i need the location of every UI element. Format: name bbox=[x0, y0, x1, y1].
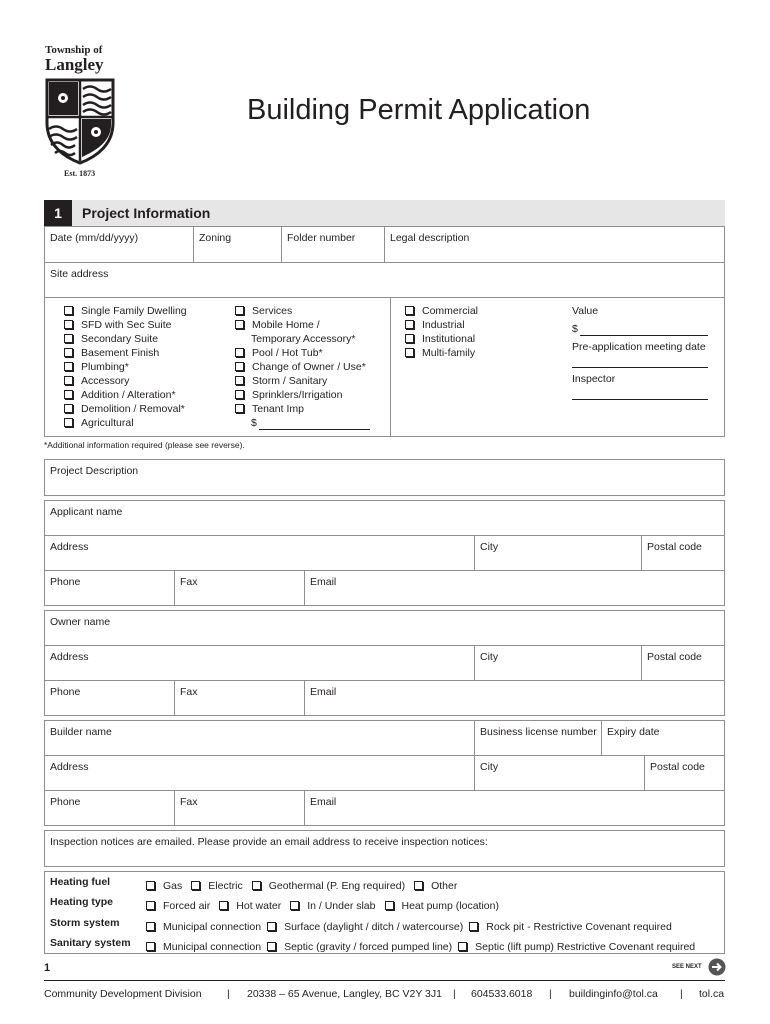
option-label: Change of Owner / Use* bbox=[252, 361, 366, 373]
option-label: Multi-family bbox=[422, 347, 476, 359]
applicant-city-cell bbox=[474, 535, 642, 571]
sanitary-system-label: Sanitary system bbox=[50, 937, 131, 949]
option-label: Septic (lift pump) Restrictive Covenant required bbox=[475, 941, 696, 953]
legal-input[interactable] bbox=[385, 245, 724, 262]
option-label: Mobile Home / bbox=[252, 319, 320, 331]
builder-address-cell bbox=[44, 755, 475, 791]
checkbox[interactable] bbox=[469, 922, 478, 931]
builder-name-label: Builder name bbox=[50, 726, 112, 738]
owner-name-input[interactable] bbox=[45, 629, 724, 645]
shield-crest-icon bbox=[44, 77, 116, 165]
applicant-fax-input[interactable] bbox=[175, 589, 304, 605]
section-title: Project Information bbox=[82, 205, 211, 221]
owner-fax-input[interactable] bbox=[175, 699, 304, 715]
option-label: Hot water bbox=[236, 900, 282, 912]
checkbox[interactable] bbox=[267, 942, 276, 951]
inspection-notice-label: Inspection notices are emailed. Please provide an email address to receive inspection notices: bbox=[50, 836, 488, 848]
option-label: Addition / Alteration* bbox=[81, 389, 176, 401]
owner-city-input[interactable] bbox=[475, 664, 641, 680]
builder-license-label: Business license number bbox=[480, 726, 597, 738]
option-label: Municipal connection bbox=[163, 921, 262, 933]
option-label: Rock pit - Restrictive Covenant required bbox=[486, 921, 672, 933]
logo-line2: Langley bbox=[45, 55, 104, 74]
checkbox[interactable] bbox=[235, 362, 244, 371]
checkbox[interactable] bbox=[235, 376, 244, 385]
value-line[interactable] bbox=[580, 335, 708, 336]
footnote: *Additional information required (please see reverse). bbox=[44, 440, 245, 450]
builder-city-label: City bbox=[480, 761, 499, 773]
preapp-label: Pre-application meeting date bbox=[572, 341, 706, 353]
checkbox[interactable] bbox=[64, 348, 73, 357]
owner-city-label: City bbox=[480, 651, 499, 663]
applicant-city-input[interactable] bbox=[475, 554, 641, 570]
applicant-phone-label: Phone bbox=[50, 576, 81, 588]
sanitary-system-options bbox=[146, 937, 695, 955]
date-input[interactable] bbox=[45, 245, 193, 262]
project-description-input[interactable] bbox=[45, 478, 724, 495]
project-description-label: Project Description bbox=[50, 465, 139, 477]
footer-separator: | bbox=[680, 988, 683, 1000]
date-cell bbox=[44, 226, 194, 263]
option-label: Tenant Imp bbox=[252, 403, 304, 415]
owner-city-cell bbox=[474, 645, 642, 681]
builder-city-cell bbox=[474, 755, 645, 791]
option-label: Basement Finish bbox=[81, 347, 160, 359]
option-label: Pool / Hot Tub* bbox=[252, 347, 323, 359]
builder-fax-input[interactable] bbox=[175, 809, 304, 825]
option-label: Septic (gravity / forced pumped line) bbox=[284, 941, 453, 953]
logo-line1: Township of bbox=[45, 44, 103, 56]
preapp-line[interactable] bbox=[572, 367, 708, 368]
option-label: Municipal connection bbox=[163, 941, 262, 953]
zoning-input[interactable] bbox=[194, 245, 281, 262]
checkbox[interactable] bbox=[235, 348, 244, 357]
owner-phone-input[interactable] bbox=[45, 699, 174, 715]
checkbox[interactable] bbox=[64, 390, 73, 399]
builder-email-label: Email bbox=[310, 796, 337, 808]
checkbox[interactable] bbox=[235, 320, 244, 329]
option-label: Forced air bbox=[163, 900, 211, 912]
builder-email-cell bbox=[304, 790, 725, 826]
checkbox[interactable] bbox=[64, 376, 73, 385]
applicant-city-label: City bbox=[480, 541, 499, 553]
applicant-name-input[interactable] bbox=[45, 519, 724, 535]
option-label: In / Under slab bbox=[307, 900, 376, 912]
checkbox[interactable] bbox=[414, 881, 423, 890]
owner-postal-input[interactable] bbox=[642, 664, 724, 680]
footer-separator: | bbox=[227, 988, 230, 1000]
checkbox[interactable] bbox=[64, 320, 73, 329]
checkbox[interactable] bbox=[219, 901, 228, 910]
option-label: Surface (daylight / ditch / watercourse) bbox=[284, 921, 464, 933]
legal-cell bbox=[384, 226, 725, 263]
project-description-cell bbox=[44, 459, 725, 496]
checkbox[interactable] bbox=[405, 306, 414, 315]
site-address-label: Site address bbox=[50, 268, 109, 280]
owner-address-cell bbox=[44, 645, 475, 681]
checkbox[interactable] bbox=[64, 306, 73, 315]
applicant-postal-label: Postal code bbox=[647, 541, 702, 553]
inspector-label: Inspector bbox=[572, 373, 616, 385]
builder-name-input[interactable] bbox=[45, 739, 474, 755]
folder-input[interactable] bbox=[282, 245, 384, 262]
heating-type-label: Heating type bbox=[50, 896, 114, 908]
option-label: Institutional bbox=[422, 333, 476, 345]
checkbox[interactable] bbox=[146, 881, 155, 890]
footer-phone: 604533.6018 bbox=[471, 988, 533, 1000]
footer-web[interactable]: tol.ca bbox=[699, 988, 725, 1000]
applicant-postal-input[interactable] bbox=[642, 554, 724, 570]
builder-expiry-label: Expiry date bbox=[607, 726, 660, 738]
builder-fax-cell bbox=[174, 790, 305, 826]
folder-cell bbox=[281, 226, 385, 263]
applicant-email-cell bbox=[304, 570, 725, 606]
builder-email-input[interactable] bbox=[305, 809, 724, 825]
page-title: Building Permit Application bbox=[247, 94, 591, 126]
option-label: Plumbing* bbox=[81, 361, 129, 373]
checkbox[interactable] bbox=[405, 334, 414, 343]
owner-fax-cell bbox=[174, 680, 305, 716]
option-label: Other bbox=[431, 880, 458, 892]
footer-division: Community Development Division bbox=[44, 988, 202, 1000]
value-dollar: $ bbox=[572, 323, 578, 335]
footer-separator: | bbox=[549, 988, 552, 1000]
arrow-right-icon bbox=[708, 958, 726, 976]
option-label: Geothermal (P. Eng required) bbox=[268, 880, 406, 892]
owner-postal-cell bbox=[641, 645, 725, 681]
storm-system-options bbox=[146, 917, 672, 935]
owner-name-label: Owner name bbox=[50, 616, 111, 628]
checkbox[interactable] bbox=[191, 881, 200, 890]
tenant-imp-dollar: $ bbox=[251, 417, 257, 429]
heating-fuel-options bbox=[146, 876, 466, 894]
option-label: Demolition / Removal* bbox=[81, 403, 185, 415]
owner-address-label: Address bbox=[50, 651, 89, 663]
builder-city-input[interactable] bbox=[475, 774, 644, 790]
checkbox[interactable] bbox=[252, 881, 261, 890]
checkbox[interactable] bbox=[64, 404, 73, 413]
section-number: 1 bbox=[44, 200, 72, 226]
zoning-label: Zoning bbox=[199, 232, 232, 244]
checkbox[interactable] bbox=[385, 901, 394, 910]
checkbox[interactable] bbox=[146, 922, 155, 931]
option-label: Electric bbox=[208, 880, 243, 892]
option-label: Accessory bbox=[81, 375, 130, 387]
page-number: 1 bbox=[44, 962, 51, 974]
checkbox[interactable] bbox=[235, 404, 244, 413]
builder-phone-cell bbox=[44, 790, 175, 826]
applicant-phone-input[interactable] bbox=[45, 589, 174, 605]
option-label: Gas bbox=[163, 880, 183, 892]
inspection-email-input[interactable] bbox=[45, 849, 724, 866]
storm-system-label: Storm system bbox=[50, 917, 120, 929]
heating-fuel-label: Heating fuel bbox=[50, 876, 111, 888]
applicant-address-input[interactable] bbox=[45, 554, 474, 570]
checkbox[interactable] bbox=[267, 922, 276, 931]
owner-email-input[interactable] bbox=[305, 699, 724, 715]
see-next-link[interactable] bbox=[672, 958, 726, 976]
owner-fax-label: Fax bbox=[180, 686, 198, 698]
builder-address-input[interactable] bbox=[45, 774, 474, 790]
builder-phone-label: Phone bbox=[50, 796, 81, 808]
owner-phone-cell bbox=[44, 680, 175, 716]
builder-fax-label: Fax bbox=[180, 796, 198, 808]
logo-est: Est. 1873 bbox=[64, 169, 96, 178]
builder-phone-input[interactable] bbox=[45, 809, 174, 825]
builder-expiry-cell bbox=[601, 720, 725, 756]
folder-label: Folder number bbox=[287, 232, 356, 244]
applicant-email-label: Email bbox=[310, 576, 337, 588]
checkbox[interactable] bbox=[290, 901, 299, 910]
checkbox[interactable] bbox=[64, 418, 73, 427]
applicant-postal-cell bbox=[641, 535, 725, 571]
option-label: Single Family Dwelling bbox=[81, 305, 187, 317]
applicant-address-cell bbox=[44, 535, 475, 571]
option-label: Storm / Sanitary bbox=[252, 375, 328, 387]
owner-email-label: Email bbox=[310, 686, 337, 698]
option-label: Secondary Suite bbox=[81, 333, 159, 345]
footer-address: 20338 – 65 Avenue, Langley, BC V2Y 3J1 bbox=[247, 988, 442, 1000]
checkbox[interactable] bbox=[146, 901, 155, 910]
applicant-fax-cell bbox=[174, 570, 305, 606]
option-label: Agricultural bbox=[81, 417, 134, 429]
builder-license-input[interactable] bbox=[475, 739, 601, 755]
option-continuation: Temporary Accessory* bbox=[251, 333, 356, 345]
applicant-email-input[interactable] bbox=[305, 589, 724, 605]
applicant-phone-cell bbox=[44, 570, 175, 606]
value-label: Value bbox=[572, 305, 599, 317]
legal-label: Legal description bbox=[390, 232, 470, 244]
site-address-input[interactable] bbox=[45, 281, 724, 297]
checkbox[interactable] bbox=[64, 362, 73, 371]
checkbox[interactable] bbox=[235, 306, 244, 315]
checkbox[interactable] bbox=[405, 320, 414, 329]
applicant-address-label: Address bbox=[50, 541, 89, 553]
option-label: Sprinklers/Irrigation bbox=[252, 389, 343, 401]
builder-name-cell bbox=[44, 720, 475, 756]
owner-name-cell bbox=[44, 610, 725, 646]
applicant-fax-label: Fax bbox=[180, 576, 198, 588]
checkbox[interactable] bbox=[405, 348, 414, 357]
footer-email[interactable]: buildinginfo@tol.ca bbox=[569, 988, 658, 1000]
option-label: Heat pump (location) bbox=[401, 900, 499, 912]
builder-expiry-input[interactable] bbox=[602, 739, 724, 755]
checkbox[interactable] bbox=[235, 390, 244, 399]
owner-address-input[interactable] bbox=[45, 664, 474, 680]
owner-email-cell bbox=[304, 680, 725, 716]
tenant-imp-amount-line[interactable] bbox=[259, 429, 370, 430]
builder-license-cell bbox=[474, 720, 602, 756]
footer-rule bbox=[44, 980, 725, 981]
date-label: Date (mm/dd/yyyy) bbox=[50, 232, 139, 244]
checkbox[interactable] bbox=[64, 334, 73, 343]
builder-postal-cell bbox=[644, 755, 725, 791]
applicant-name-cell bbox=[44, 500, 725, 536]
inspection-email-cell bbox=[44, 830, 725, 867]
zoning-cell bbox=[193, 226, 282, 263]
heating-type-options bbox=[146, 896, 508, 914]
checkbox[interactable] bbox=[458, 942, 467, 951]
option-label: Services bbox=[252, 305, 293, 317]
inspector-line[interactable] bbox=[572, 399, 708, 400]
owner-postal-label: Postal code bbox=[647, 651, 702, 663]
site-address-cell bbox=[44, 262, 725, 298]
logo bbox=[40, 44, 120, 178]
footer bbox=[44, 988, 725, 1002]
option-label: Industrial bbox=[422, 319, 465, 331]
see-next-label: SEE NEXT bbox=[672, 964, 702, 970]
footer-separator: | bbox=[453, 988, 456, 1000]
option-label: Commercial bbox=[422, 305, 479, 317]
option-label: SFD with Sec Suite bbox=[81, 319, 172, 331]
builder-postal-label: Postal code bbox=[650, 761, 705, 773]
applicant-name-label: Applicant name bbox=[50, 506, 123, 518]
builder-postal-input[interactable] bbox=[645, 774, 724, 790]
checkbox[interactable] bbox=[146, 942, 155, 951]
owner-phone-label: Phone bbox=[50, 686, 81, 698]
builder-address-label: Address bbox=[50, 761, 89, 773]
